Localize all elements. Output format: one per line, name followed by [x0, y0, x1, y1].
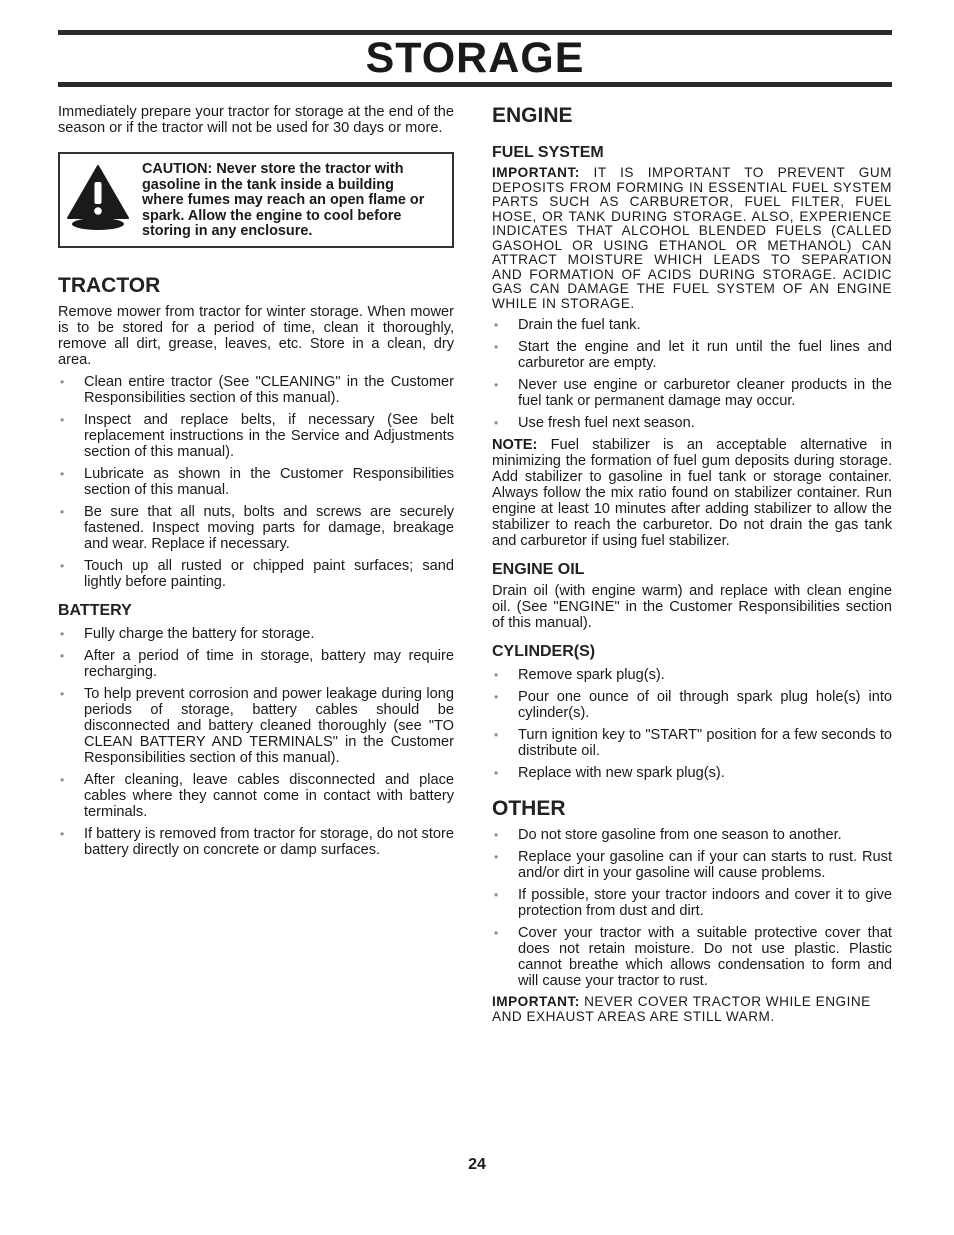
important-label: IMPORTANT: [492, 165, 580, 180]
list-item: • If battery is removed from tractor for storage, do not store battery directly on concrete or damp surfaces. [58, 826, 454, 858]
list-item: • Lubricate as shown in the Customer Responsibilities section of this manual. [58, 466, 454, 498]
other-heading: OTHER [492, 797, 566, 820]
title-rule-bottom [58, 82, 892, 87]
note-label: NOTE: [492, 437, 538, 453]
important-text: NEVER COVER TRACTOR WHILE ENGINE AND EXHAUST AREAS ARE STILL WARM. [492, 994, 871, 1024]
engine-oil-text: Drain oil (with engine warm) and replace with clean engine oil. (See "ENGINE" in the Customer Responsibilities section of this manual). [492, 583, 892, 631]
fuel-note [492, 437, 892, 549]
caution-label: CAUTION: [142, 161, 213, 177]
important-text: IT IS IMPORTANT TO PREVENT GUM DEPOSITS FROM FORMING IN ESSENTIAL FUEL SYSTEM PARTS SUCH AS CARBURETOR, FUEL FILTER, FUEL HOSE, OR TANK DURING STORAGE. ALSO, EXPERIENCE INDICATES THAT ALCOHOL BLENDED FUELS (CALLED GASOHOL OR USING ETHANOL OR METHANOL) CAN ATTRACT MOISTURE WHICH LEADS TO SEPARATION AND FORMATION OF ACIDS DURING STORAGE. ACIDIC GAS CAN DAMAGE THE FUEL SYSTEM OF AN ENGINE WHILE IN STORAGE. [492, 165, 892, 311]
list-item: • Be sure that all nuts, bolts and screws are securely fastened. Inspect moving parts for damage, breakage and wear. Replace if necessary. [58, 504, 454, 552]
battery-list [58, 626, 454, 858]
list-item: • Remove spark plug(s). [492, 667, 892, 683]
intro-paragraph: Immediately prepare your tractor for storage at the end of the season or if the tractor will not be used for 30 days or more. [58, 104, 454, 136]
page-title: STORAGE [365, 34, 585, 82]
important-label: IMPORTANT: [492, 994, 580, 1009]
engine-oil-heading: ENGINE OIL [492, 561, 585, 578]
note-text: Fuel stabilizer is an acceptable alternative in minimizing the formation of fuel gum deposits during storage. Add stabilizer to gasoline in fuel tank or storage container. Always follow the mix ratio found on stabilizer container. Run engine at least 10 minutes after adding stabilizer to allow the stabilizer to reach the carburetor. Do not drain the gas tank and carburetor if using fuel stabilizer. [492, 437, 892, 549]
fuel-system-heading: FUEL SYSTEM [492, 144, 604, 161]
fuel-system-important [492, 166, 892, 311]
list-item: • Drain the fuel tank. [492, 317, 892, 333]
list-item: • Clean entire tractor (See "CLEANING" in the Customer Responsibilities section of this manual). [58, 374, 454, 406]
list-item: • Inspect and replace belts, if necessary (See belt replacement instructions in the Service and Adjustments section of this manual). [58, 412, 454, 460]
other-list [492, 827, 892, 989]
list-item: • Start the engine and let it run until the fuel lines and carburetor are empty. [492, 339, 892, 371]
other-important [492, 995, 892, 1024]
list-item: • After cleaning, leave cables disconnected and place cables where they cannot come in contact with battery terminals. [58, 772, 454, 820]
list-item: • Never use engine or carburetor cleaner products in the fuel tank or permanent damage may occur. [492, 377, 892, 409]
list-item: • Do not store gasoline from one season to another. [492, 827, 892, 843]
left-column [58, 104, 454, 858]
tractor-heading: TRACTOR [58, 274, 161, 297]
list-item: • Replace with new spark plug(s). [492, 765, 892, 781]
list-item: • Use fresh fuel next season. [492, 415, 892, 431]
caution-text [142, 162, 432, 240]
engine-heading: ENGINE [492, 104, 573, 127]
list-item: • Touch up all rusted or chipped paint surfaces; sand lightly before painting. [58, 558, 454, 590]
fuel-system-list [492, 317, 892, 431]
list-item: • Turn ignition key to "START" position for a few seconds to distribute oil. [492, 727, 892, 759]
warning-triangle-icon [66, 164, 130, 232]
list-item: • Cover your tractor with a suitable protective cover that does not retain moisture. Do not use plastic. Plastic cannot breathe which allows condensation to form and will cause your tractor to rust. [492, 925, 892, 989]
caution-box [58, 152, 454, 248]
cylinders-heading: CYLINDER(S) [492, 643, 596, 660]
list-item: • Fully charge the battery for storage. [58, 626, 454, 642]
tractor-intro: Remove mower from tractor for winter storage. When mower is to be stored for a period of time, clean it thoroughly, remove all dirt, grease, leaves, etc. Store in a clean, dry area. [58, 304, 454, 368]
list-item: • After a period of time in storage, battery may require recharging. [58, 648, 454, 680]
list-item: • Pour one ounce of oil through spark plug hole(s) into cylinder(s). [492, 689, 892, 721]
right-column [492, 104, 892, 1024]
tractor-list [58, 374, 454, 590]
battery-heading: BATTERY [58, 602, 132, 619]
page-number: 24 [468, 1156, 486, 1173]
cylinders-list [492, 667, 892, 781]
list-item: • To help prevent corrosion and power leakage during long periods of storage, battery cables should be disconnected and battery cleaned thoroughly (see "TO CLEAN BATTERY AND TERMINALS" in the Customer Responsibilities section of this manual). [58, 686, 454, 766]
list-item: • If possible, store your tractor indoors and cover it to give protection from dust and dirt. [492, 887, 892, 919]
caution-message: Never store the tractor with gasoline in the tank inside a building where fumes may reach an open flame or spark. Allow the engine to cool before storing in any enclosure. [142, 161, 425, 240]
list-item: • Replace your gasoline can if your can starts to rust. Rust and/or dirt in your gasoline will cause problems. [492, 849, 892, 881]
